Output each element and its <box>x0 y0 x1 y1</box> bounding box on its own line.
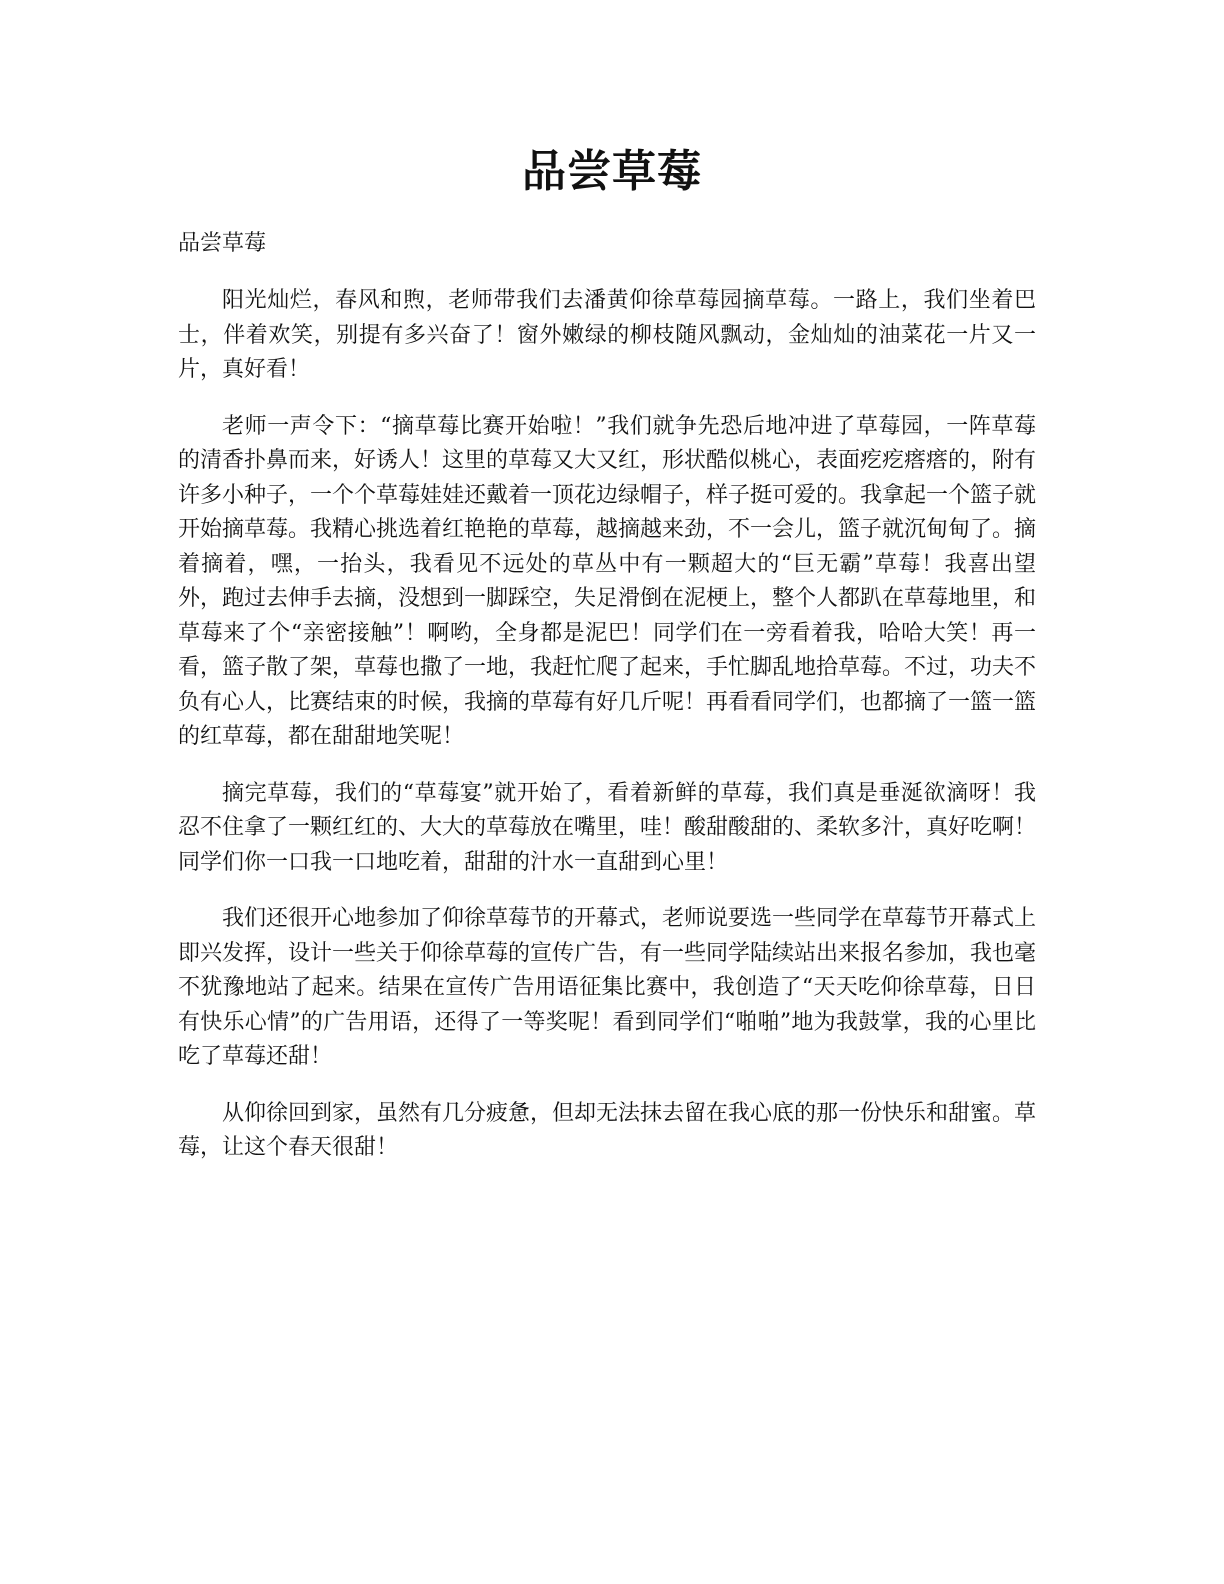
article-subtitle: 品尝草莓 <box>178 231 267 256</box>
paragraph-5: 从仰徐回到家，虽然有几分疲惫，但却无法抹去留在我心底的那一份快乐和甜蜜。草莓，让这个春天很甜！ <box>178 1100 1037 1160</box>
page-title: 品尝草莓 <box>522 146 702 197</box>
paragraph-2: 老师一声令下：“摘草莓比赛开始啦！”我们就争先恐后地冲进了草莓园，一阵草莓的清香扑鼻而来，好诱人！这里的草莓又大又红，形状酷似桃心，表面疙疙瘩瘩的，附有许多小种子，一个个草莓娃娃还戴着一顶花边绿帽子，样子挺可爱的。我拿起一个篮子就开始摘草莓。我精心挑选着红艳艳的草莓，越摘越来劲，不一会儿，篮子就沉甸甸了。摘着摘着，嘿，一抬头，我看见不远处的草丛中有一颗超大的“巨无霸”草莓！我喜出望外，跑过去伸手去摘，没想到一脚踩空，失足滑倒在泥梗上，整个人都趴在草莓地里，和草莓来了个“亲密接触”！啊哟，全身都是泥巴！同学们在一旁看着我，哈哈大笑！再一看，篮子散了架，草莓也撒了一地，我赶忙爬了起来，手忙脚乱地拾草莓。不过，功夫不负有心人，比赛结束的时候，我摘的草莓有好几斤呢！再看看同学们，也都摘了一篮一篮的红草莓，都在甜甜地笑呢！ <box>178 413 1037 749</box>
paragraph-4: 我们还很开心地参加了仰徐草莓节的开幕式，老师说要选一些同学在草莓节开幕式上即兴发挥，设计一些关于仰徐草莓的宣传广告，有一些同学陆续站出来报名参加，我也毫不犹豫地站了起来。结果在宣传广告用语征集比赛中，我创造了“天天吃仰徐草莓，日日有快乐心情”的广告用语，还得了一等奖呢！看到同学们“啪啪”地为我鼓掌，我的心里比吃了草莓还甜！ <box>178 906 1037 1069</box>
article-body <box>178 284 1036 1188</box>
paragraph-3: 摘完草莓，我们的“草莓宴”就开始了，看着新鲜的草莓，我们真是垂涎欲滴呀！我忍不住拿了一颗红红的、大大的草莓放在嘴里，哇！酸甜酸甜的、柔软多汁，真好吃啊！同学们你一口我一口地吃着，甜甜的汁水一直甜到心里！ <box>178 780 1037 875</box>
paragraph-1: 阳光灿烂，春风和煦，老师带我们去潘黄仰徐草莓园摘草莓。一路上，我们坐着巴士，伴着欢笑，别提有多兴奋了！窗外嫩绿的柳枝随风飘动，金灿灿的油菜花一片又一片，真好看！ <box>178 288 1036 382</box>
